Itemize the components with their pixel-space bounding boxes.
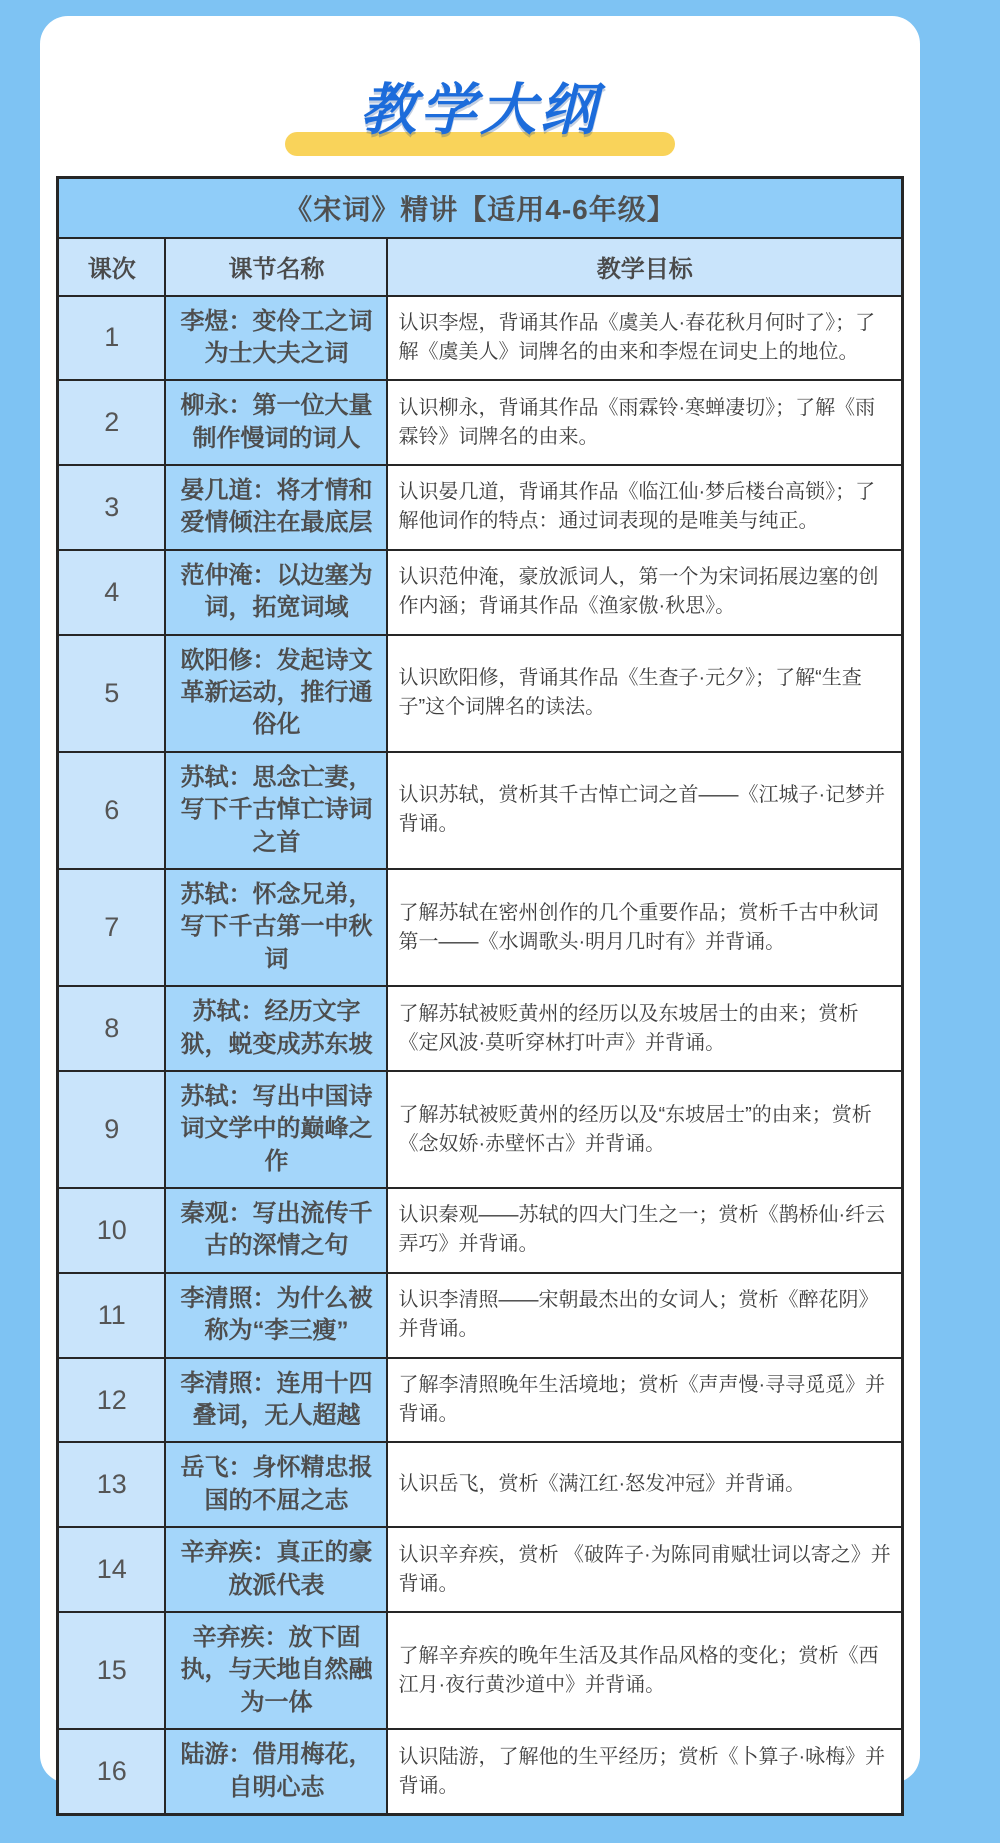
lesson-objective: 认识李煜，背诵其作品《虞美人·春花秋月何时了》；了解《虞美人》词牌名的由来和李煜在词史上的地位。	[387, 296, 902, 381]
col-header-objective: 教学目标	[387, 238, 902, 296]
lesson-number: 4	[57, 550, 165, 635]
lesson-name: 李清照：为什么被称为“李三瘦”	[165, 1273, 387, 1358]
lesson-name: 苏轼：写出中国诗词文学中的巅峰之作	[165, 1071, 387, 1188]
table-header-row	[57, 238, 902, 296]
lesson-name: 欧阳修：发起诗文革新运动，推行通俗化	[165, 635, 387, 752]
table-row	[57, 1612, 902, 1729]
table-row	[57, 752, 902, 869]
lesson-name: 秦观：写出流传千古的深情之句	[165, 1188, 387, 1273]
table-row	[57, 635, 902, 752]
lesson-number: 12	[57, 1358, 165, 1443]
table-row	[57, 869, 902, 986]
lesson-name: 辛弃疾：真正的豪放派代表	[165, 1527, 387, 1612]
lesson-name: 李煜：变伶工之词为士大夫之词	[165, 296, 387, 381]
lesson-objective: 认识陆游，了解他的生平经历；赏析《卜算子·咏梅》并背诵。	[387, 1729, 902, 1814]
lesson-number: 3	[57, 465, 165, 550]
lesson-name: 苏轼：经历文字狱，蜕变成苏东坡	[165, 986, 387, 1071]
lesson-number: 11	[57, 1273, 165, 1358]
lesson-name: 陆游：借用梅花，自明心志	[165, 1729, 387, 1814]
table-row	[57, 380, 902, 465]
lesson-number: 10	[57, 1188, 165, 1273]
page-title-text: 教学大纲	[360, 78, 600, 141]
lesson-number: 2	[57, 380, 165, 465]
table-row	[57, 1527, 902, 1612]
lesson-objective: 认识辛弃疾，赏析 《破阵子·为陈同甫赋壮词以寄之》并背诵。	[387, 1527, 902, 1612]
lesson-name: 李清照：连用十四叠词，无人超越	[165, 1358, 387, 1443]
lesson-objective: 认识晏几道，背诵其作品《临江仙·梦后楼台高锁》；了解他词作的特点：通过词表现的是唯美与纯正。	[387, 465, 902, 550]
lesson-objective: 了解李清照晚年生活境地；赏析《声声慢·寻寻觅觅》并背诵。	[387, 1358, 902, 1443]
lesson-number: 9	[57, 1071, 165, 1188]
lesson-name: 苏轼：思念亡妻，写下千古悼亡诗词之首	[165, 752, 387, 869]
lesson-number: 6	[57, 752, 165, 869]
page-title	[40, 64, 920, 156]
table-row	[57, 1188, 902, 1273]
lesson-objective: 了解辛弃疾的晚年生活及其作品风格的变化；赏析《西江月·夜行黄沙道中》并背诵。	[387, 1612, 902, 1729]
lesson-name: 晏几道：将才情和爱情倾注在最底层	[165, 465, 387, 550]
lesson-objective: 认识欧阳修，背诵其作品《生查子·元夕》；了解“生查子”这个词牌名的读法。	[387, 635, 902, 752]
syllabus-table	[56, 176, 904, 1816]
lesson-name: 范仲淹：以边塞为词，拓宽词域	[165, 550, 387, 635]
lesson-number: 14	[57, 1527, 165, 1612]
lesson-number: 5	[57, 635, 165, 752]
table-row	[57, 986, 902, 1071]
lesson-name: 柳永：第一位大量制作慢词的词人	[165, 380, 387, 465]
lesson-objective: 了解苏轼被贬黄州的经历以及“东坡居士”的由来；赏析《念奴娇·赤壁怀古》并背诵。	[387, 1071, 902, 1188]
table-row	[57, 1442, 902, 1527]
table-row	[57, 550, 902, 635]
lesson-number: 1	[57, 296, 165, 381]
lesson-name: 辛弃疾：放下固执，与天地自然融为一体	[165, 1612, 387, 1729]
lesson-objective: 认识柳永，背诵其作品《雨霖铃·寒蝉凄切》；了解《雨霖铃》词牌名的由来。	[387, 380, 902, 465]
table-row	[57, 296, 902, 381]
lesson-number: 7	[57, 869, 165, 986]
table-row	[57, 465, 902, 550]
col-header-lesson-name: 课节名称	[165, 238, 387, 296]
table-title-row	[57, 178, 902, 238]
lesson-number: 13	[57, 1442, 165, 1527]
lesson-number: 8	[57, 986, 165, 1071]
lesson-objective: 认识李清照——宋朝最杰出的女词人；赏析《醉花阴》并背诵。	[387, 1273, 902, 1358]
table-row	[57, 1071, 902, 1188]
lesson-objective: 认识秦观——苏轼的四大门生之一；赏析《鹊桥仙·纤云弄巧》并背诵。	[387, 1188, 902, 1273]
lesson-name: 苏轼：怀念兄弟，写下千古第一中秋词	[165, 869, 387, 986]
syllabus-card	[40, 16, 920, 1801]
lesson-number: 15	[57, 1612, 165, 1729]
table-row	[57, 1358, 902, 1443]
col-header-lesson-no: 课次	[57, 238, 165, 296]
lesson-objective: 认识苏轼，赏析其千古悼亡词之首——《江城子·记梦并背诵。	[387, 752, 902, 869]
table-title: 《宋词》精讲【适用4-6年级】	[57, 178, 902, 238]
lesson-objective: 了解苏轼在密州创作的几个重要作品；赏析千古中秋词第一——《水调歌头·明月几时有》并背诵。	[387, 869, 902, 986]
lesson-number: 16	[57, 1729, 165, 1814]
table-row	[57, 1729, 902, 1814]
lesson-objective: 认识范仲淹，豪放派词人，第一个为宋词拓展边塞的创作内涵；背诵其作品《渔家傲·秋思》。	[387, 550, 902, 635]
table-row	[57, 1273, 902, 1358]
lesson-name: 岳飞：身怀精忠报国的不屈之志	[165, 1442, 387, 1527]
lesson-objective: 认识岳飞，赏析《满江红·怒发冲冠》并背诵。	[387, 1442, 902, 1527]
lesson-objective: 了解苏轼被贬黄州的经历以及东坡居士的由来；赏析《定风波·莫听穿林打叶声》并背诵。	[387, 986, 902, 1071]
